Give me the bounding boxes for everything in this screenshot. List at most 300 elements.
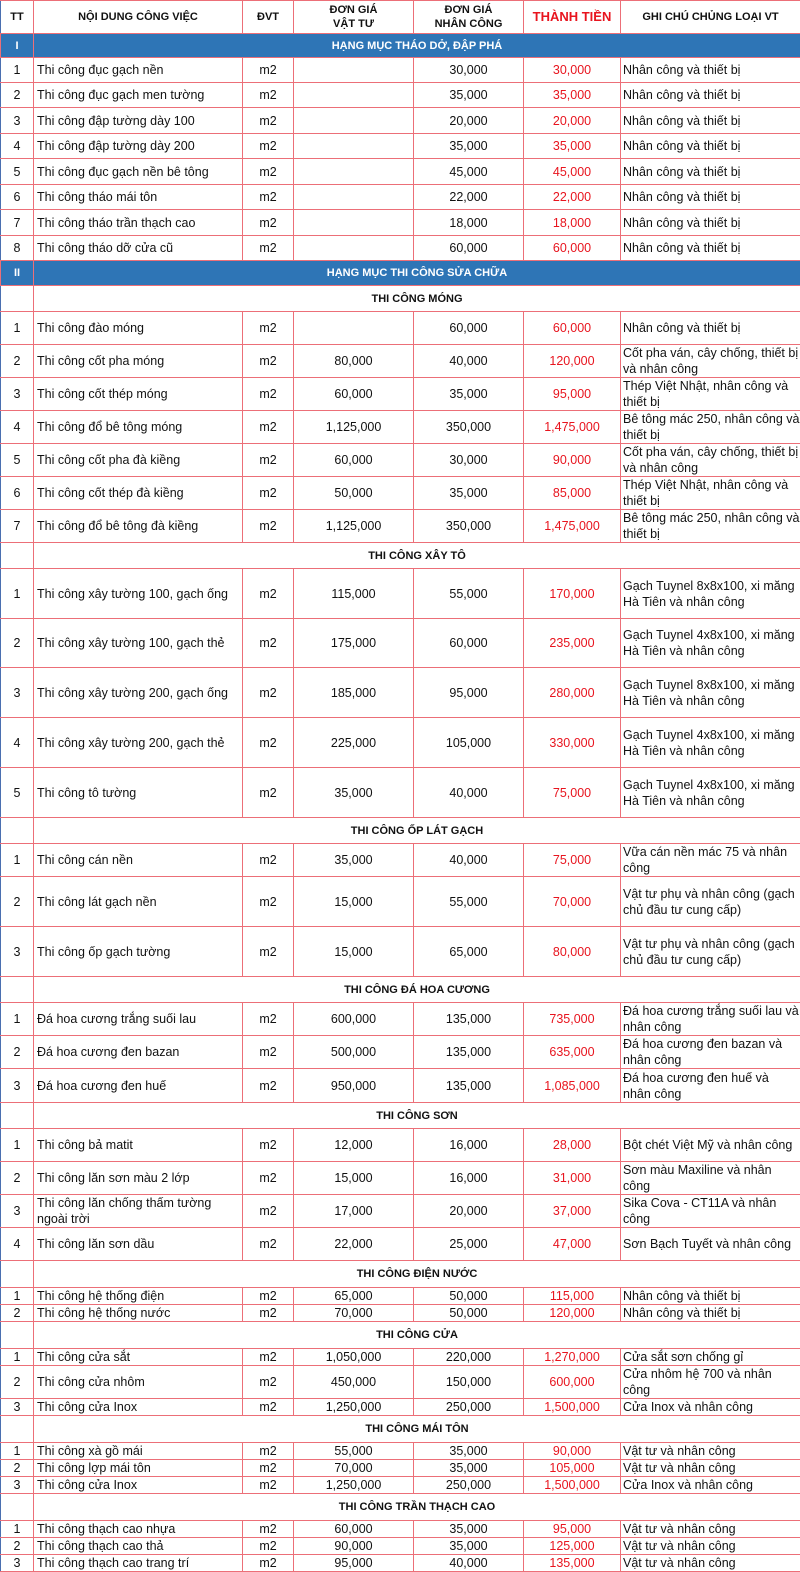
total-price-cell: 95,000	[524, 1521, 621, 1538]
group-header-row	[1, 1322, 800, 1349]
total-price-cell: 90,000	[524, 444, 621, 477]
total-price-cell: 735,000	[524, 1003, 621, 1036]
group-number	[1, 543, 34, 569]
unit-cell: m2	[243, 1036, 294, 1069]
group-title: THI CÔNG TRẦN THẠCH CAO	[34, 1494, 800, 1521]
labor-price-cell: 105,000	[414, 718, 524, 768]
material-note-cell: Đá hoa cương trắng suối lau và nhân công	[621, 1003, 800, 1036]
labor-price-cell: 40,000	[414, 844, 524, 877]
work-item-name: Thi công thạch cao thả	[34, 1538, 243, 1555]
labor-price-cell: 20,000	[414, 108, 524, 134]
labor-price-cell: 95,000	[414, 668, 524, 718]
material-note-cell: Gạch Tuynel 4x8x100, xi măng Hà Tiên và nhân công	[621, 619, 800, 668]
labor-price-cell: 55,000	[414, 877, 524, 927]
unit-cell: m2	[243, 619, 294, 668]
material-price-cell: 60,000	[294, 444, 414, 477]
work-item-name: Thi công đục gạch nền	[34, 58, 243, 83]
group-number	[1, 1103, 34, 1129]
table-row	[1, 1162, 800, 1195]
total-price-cell: 1,475,000	[524, 411, 621, 444]
total-price-cell: 85,000	[524, 477, 621, 510]
table-row	[1, 477, 800, 510]
unit-cell: m2	[243, 927, 294, 977]
group-number	[1, 1494, 34, 1521]
row-number: 3	[1, 378, 34, 411]
group-number	[1, 1322, 34, 1349]
work-item-name: Thi công thạch cao nhựa	[34, 1521, 243, 1538]
group-number	[1, 286, 34, 312]
material-price-cell: 95,000	[294, 1555, 414, 1572]
material-note-cell: Nhân công và thiết bị	[621, 134, 800, 159]
row-number: 4	[1, 134, 34, 159]
material-note-cell: Nhân công và thiết bị	[621, 1288, 800, 1305]
work-item-name: Đá hoa cương đen huế	[34, 1069, 243, 1103]
row-number: 1	[1, 1129, 34, 1162]
total-price-cell: 20,000	[524, 108, 621, 134]
material-note-cell: Vật tư và nhân công	[621, 1555, 800, 1572]
work-item-name: Thi công đổ bê tông đà kiềng	[34, 510, 243, 543]
work-item-name: Thi công cốt thép đà kiềng	[34, 477, 243, 510]
table-row	[1, 1399, 800, 1416]
labor-price-cell: 35,000	[414, 134, 524, 159]
labor-price-cell: 65,000	[414, 927, 524, 977]
unit-cell: m2	[243, 1477, 294, 1494]
total-price-cell: 280,000	[524, 668, 621, 718]
group-number	[1, 1416, 34, 1443]
table-row	[1, 210, 800, 236]
row-number: 2	[1, 83, 34, 108]
labor-price-cell: 55,000	[414, 569, 524, 619]
row-number: 1	[1, 312, 34, 345]
total-price-cell: 60,000	[524, 312, 621, 345]
labor-price-cell: 60,000	[414, 236, 524, 261]
labor-price-cell: 60,000	[414, 312, 524, 345]
section-number: I	[1, 34, 34, 58]
table-row	[1, 312, 800, 345]
work-item-name: Thi công xây tường 100, gạch thẻ	[34, 619, 243, 668]
material-price-cell: 225,000	[294, 718, 414, 768]
row-number: 2	[1, 1036, 34, 1069]
unit-cell: m2	[243, 444, 294, 477]
total-price-cell: 1,085,000	[524, 1069, 621, 1103]
material-price-cell	[294, 210, 414, 236]
table-row	[1, 1003, 800, 1036]
unit-cell: m2	[243, 1521, 294, 1538]
col-header-labor-price-line1: ĐƠN GIÁ	[417, 3, 520, 17]
unit-cell: m2	[243, 1305, 294, 1322]
row-number: 1	[1, 1288, 34, 1305]
table-header-row	[1, 1, 800, 34]
group-header-row	[1, 1261, 800, 1288]
unit-cell: m2	[243, 134, 294, 159]
material-price-cell: 35,000	[294, 844, 414, 877]
material-price-cell: 600,000	[294, 1003, 414, 1036]
labor-price-cell: 350,000	[414, 411, 524, 444]
material-price-cell: 50,000	[294, 477, 414, 510]
unit-cell: m2	[243, 877, 294, 927]
total-price-cell: 47,000	[524, 1228, 621, 1261]
work-item-name: Thi công đập tường dày 100	[34, 108, 243, 134]
labor-price-cell: 40,000	[414, 345, 524, 378]
labor-price-cell: 150,000	[414, 1366, 524, 1399]
material-price-cell: 1,050,000	[294, 1349, 414, 1366]
total-price-cell: 1,475,000	[524, 510, 621, 543]
row-number: 3	[1, 108, 34, 134]
work-item-name: Thi công cán nền	[34, 844, 243, 877]
table-row	[1, 1349, 800, 1366]
work-item-name: Thi công hệ thống điện	[34, 1288, 243, 1305]
material-price-cell: 450,000	[294, 1366, 414, 1399]
unit-cell: m2	[243, 378, 294, 411]
material-note-cell: Gạch Tuynel 4x8x100, xi măng Hà Tiên và nhân công	[621, 768, 800, 818]
unit-cell: m2	[243, 83, 294, 108]
total-price-cell: 235,000	[524, 619, 621, 668]
material-price-cell	[294, 83, 414, 108]
table-row	[1, 877, 800, 927]
unit-cell: m2	[243, 108, 294, 134]
material-price-cell: 15,000	[294, 877, 414, 927]
row-number: 2	[1, 1366, 34, 1399]
col-header-note: GHI CHÚ CHỦNG LOẠI VT	[621, 1, 800, 34]
material-price-cell: 115,000	[294, 569, 414, 619]
unit-cell: m2	[243, 58, 294, 83]
work-item-name: Đá hoa cương trắng suối lau	[34, 1003, 243, 1036]
group-header-row	[1, 1103, 800, 1129]
work-item-name: Thi công hệ thống nước	[34, 1305, 243, 1322]
row-number: 8	[1, 236, 34, 261]
material-note-cell: Vật tư và nhân công	[621, 1521, 800, 1538]
labor-price-cell: 18,000	[414, 210, 524, 236]
total-price-cell: 1,270,000	[524, 1349, 621, 1366]
material-price-cell	[294, 134, 414, 159]
material-note-cell: Bê tông mác 250, nhân công và thiết bị	[621, 411, 800, 444]
unit-cell: m2	[243, 768, 294, 818]
unit-cell: m2	[243, 1366, 294, 1399]
table-row	[1, 444, 800, 477]
unit-cell: m2	[243, 569, 294, 619]
unit-cell: m2	[243, 1162, 294, 1195]
row-number: 5	[1, 444, 34, 477]
table-row	[1, 1036, 800, 1069]
section-title: HẠNG MỤC THÁO DỞ, ĐẬP PHÁ	[34, 34, 800, 58]
col-header-material-price-line2: VẬT TƯ	[297, 17, 410, 31]
material-price-cell: 70,000	[294, 1305, 414, 1322]
row-number: 2	[1, 619, 34, 668]
material-note-cell: Nhân công và thiết bị	[621, 58, 800, 83]
material-note-cell: Nhân công và thiết bị	[621, 159, 800, 185]
table-row	[1, 236, 800, 261]
row-number: 2	[1, 1305, 34, 1322]
row-number: 3	[1, 1195, 34, 1228]
labor-price-cell: 35,000	[414, 378, 524, 411]
group-header-row	[1, 1494, 800, 1521]
col-header-content: NỘI DUNG CÔNG VIỆC	[34, 1, 243, 34]
material-price-cell: 1,250,000	[294, 1399, 414, 1416]
unit-cell: m2	[243, 1443, 294, 1460]
work-item-name: Thi công đổ bê tông móng	[34, 411, 243, 444]
row-number: 4	[1, 411, 34, 444]
material-price-cell: 65,000	[294, 1288, 414, 1305]
work-item-name: Thi công xây tường 200, gạch ống	[34, 668, 243, 718]
row-number: 7	[1, 510, 34, 543]
work-item-name: Thi công cốt thép móng	[34, 378, 243, 411]
total-price-cell: 22,000	[524, 185, 621, 210]
labor-price-cell: 50,000	[414, 1288, 524, 1305]
total-price-cell: 45,000	[524, 159, 621, 185]
material-note-cell: Vật tư và nhân công	[621, 1538, 800, 1555]
material-note-cell: Nhân công và thiết bị	[621, 83, 800, 108]
material-note-cell: Vật tư phụ và nhân công (gạch chủ đầu tư cung cấp)	[621, 877, 800, 927]
material-note-cell: Nhân công và thiết bị	[621, 185, 800, 210]
material-note-cell: Cốt pha ván, cây chống, thiết bị và nhân công	[621, 444, 800, 477]
material-price-cell: 185,000	[294, 668, 414, 718]
material-note-cell: Nhân công và thiết bị	[621, 312, 800, 345]
group-title: THI CÔNG MÓNG	[34, 286, 800, 312]
work-item-name: Đá hoa cương đen bazan	[34, 1036, 243, 1069]
material-note-cell: Nhân công và thiết bị	[621, 108, 800, 134]
table-row	[1, 58, 800, 83]
total-price-cell: 120,000	[524, 1305, 621, 1322]
total-price-cell: 635,000	[524, 1036, 621, 1069]
group-title: THI CÔNG MÁI TÔN	[34, 1416, 800, 1443]
table-row	[1, 1288, 800, 1305]
total-price-cell: 120,000	[524, 345, 621, 378]
labor-price-cell: 30,000	[414, 444, 524, 477]
material-note-cell: Thép Việt Nhật, nhân công và thiết bị	[621, 378, 800, 411]
section-number: II	[1, 261, 34, 286]
row-number: 2	[1, 345, 34, 378]
row-number: 1	[1, 1443, 34, 1460]
row-number: 1	[1, 1003, 34, 1036]
table-row	[1, 378, 800, 411]
table-row	[1, 159, 800, 185]
work-item-name: Thi công ốp gạch tường	[34, 927, 243, 977]
labor-price-cell: 25,000	[414, 1228, 524, 1261]
work-item-name: Thi công tô tường	[34, 768, 243, 818]
unit-cell: m2	[243, 1399, 294, 1416]
total-price-cell: 90,000	[524, 1443, 621, 1460]
table-row	[1, 1521, 800, 1538]
material-note-cell: Thép Việt Nhật, nhân công và thiết bị	[621, 477, 800, 510]
material-price-cell: 35,000	[294, 768, 414, 818]
row-number: 3	[1, 927, 34, 977]
table-row	[1, 844, 800, 877]
material-price-cell: 12,000	[294, 1129, 414, 1162]
labor-price-cell: 35,000	[414, 1521, 524, 1538]
total-price-cell: 80,000	[524, 927, 621, 977]
unit-cell: m2	[243, 411, 294, 444]
work-item-name: Thi công cửa Inox	[34, 1399, 243, 1416]
table-row	[1, 619, 800, 668]
total-price-cell: 18,000	[524, 210, 621, 236]
labor-price-cell: 50,000	[414, 1305, 524, 1322]
table-row	[1, 1555, 800, 1572]
labor-price-cell: 35,000	[414, 1443, 524, 1460]
unit-cell: m2	[243, 1288, 294, 1305]
row-number: 3	[1, 1399, 34, 1416]
material-price-cell: 80,000	[294, 345, 414, 378]
work-item-name: Thi công đục gạch nền bê tông	[34, 159, 243, 185]
row-number: 2	[1, 1538, 34, 1555]
material-note-cell: Vật tư phụ và nhân công (gạch chủ đầu tư cung cấp)	[621, 927, 800, 977]
labor-price-cell: 135,000	[414, 1069, 524, 1103]
table-row	[1, 718, 800, 768]
labor-price-cell: 250,000	[414, 1399, 524, 1416]
material-note-cell: Vật tư và nhân công	[621, 1443, 800, 1460]
work-item-name: Thi công xây tường 200, gạch thẻ	[34, 718, 243, 768]
material-note-cell: Đá hoa cương đen bazan và nhân công	[621, 1036, 800, 1069]
col-header-unit: ĐVT	[243, 1, 294, 34]
material-note-cell: Bột chét Việt Mỹ và nhân công	[621, 1129, 800, 1162]
row-number: 1	[1, 1521, 34, 1538]
total-price-cell: 125,000	[524, 1538, 621, 1555]
total-price-cell: 1,500,000	[524, 1477, 621, 1494]
unit-cell: m2	[243, 477, 294, 510]
table-row	[1, 1305, 800, 1322]
unit-cell: m2	[243, 159, 294, 185]
labor-price-cell: 35,000	[414, 1538, 524, 1555]
group-title: THI CÔNG SƠN	[34, 1103, 800, 1129]
total-price-cell: 95,000	[524, 378, 621, 411]
section-header-row	[1, 261, 800, 286]
material-price-cell: 1,250,000	[294, 1477, 414, 1494]
labor-price-cell: 135,000	[414, 1036, 524, 1069]
material-note-cell: Bê tông mác 250, nhân công và thiết bị	[621, 510, 800, 543]
group-title: THI CÔNG XÂY TÔ	[34, 543, 800, 569]
unit-cell: m2	[243, 1460, 294, 1477]
work-item-name: Thi công cốt pha móng	[34, 345, 243, 378]
table-row	[1, 345, 800, 378]
work-item-name: Thi công xây tường 100, gạch ống	[34, 569, 243, 619]
row-number: 1	[1, 58, 34, 83]
labor-price-cell: 250,000	[414, 1477, 524, 1494]
table-row	[1, 1195, 800, 1228]
material-price-cell: 175,000	[294, 619, 414, 668]
unit-cell: m2	[243, 1069, 294, 1103]
total-price-cell: 37,000	[524, 1195, 621, 1228]
total-price-cell: 75,000	[524, 844, 621, 877]
material-price-cell: 15,000	[294, 1162, 414, 1195]
row-number: 1	[1, 844, 34, 877]
material-price-cell: 1,125,000	[294, 411, 414, 444]
group-header-row	[1, 286, 800, 312]
group-header-row	[1, 977, 800, 1003]
labor-price-cell: 16,000	[414, 1162, 524, 1195]
material-note-cell: Nhân công và thiết bị	[621, 210, 800, 236]
table-row	[1, 1228, 800, 1261]
unit-cell: m2	[243, 236, 294, 261]
work-item-name: Thi công lát gạch nền	[34, 877, 243, 927]
total-price-cell: 115,000	[524, 1288, 621, 1305]
labor-price-cell: 30,000	[414, 58, 524, 83]
group-title: THI CÔNG ĐIỆN NƯỚC	[34, 1261, 800, 1288]
row-number: 5	[1, 768, 34, 818]
work-item-name: Thi công xà gồ mái	[34, 1443, 243, 1460]
labor-price-cell: 35,000	[414, 477, 524, 510]
unit-cell: m2	[243, 668, 294, 718]
work-item-name: Thi công tháo mái tôn	[34, 185, 243, 210]
table-row	[1, 1477, 800, 1494]
row-number: 3	[1, 1555, 34, 1572]
work-item-name: Thi công đập tường dày 200	[34, 134, 243, 159]
material-price-cell: 55,000	[294, 1443, 414, 1460]
material-note-cell: Cửa nhôm hệ 700 và nhân công	[621, 1366, 800, 1399]
table-row	[1, 108, 800, 134]
col-header-tt: TT	[1, 1, 34, 34]
total-price-cell: 28,000	[524, 1129, 621, 1162]
row-number: 4	[1, 1228, 34, 1261]
work-item-name: Thi công lăn sơn màu 2 lớp	[34, 1162, 243, 1195]
work-item-name: Thi công bả matit	[34, 1129, 243, 1162]
row-number: 2	[1, 877, 34, 927]
labor-price-cell: 40,000	[414, 1555, 524, 1572]
material-note-cell: Gạch Tuynel 8x8x100, xi măng Hà Tiên và nhân công	[621, 668, 800, 718]
material-price-cell: 60,000	[294, 378, 414, 411]
material-price-cell: 1,125,000	[294, 510, 414, 543]
labor-price-cell: 16,000	[414, 1129, 524, 1162]
material-note-cell: Gạch Tuynel 8x8x100, xi măng Hà Tiên và nhân công	[621, 569, 800, 619]
row-number: 6	[1, 477, 34, 510]
material-price-cell: 70,000	[294, 1460, 414, 1477]
group-number	[1, 977, 34, 1003]
material-price-cell	[294, 312, 414, 345]
material-price-cell: 22,000	[294, 1228, 414, 1261]
row-number: 5	[1, 159, 34, 185]
unit-cell: m2	[243, 510, 294, 543]
row-number: 4	[1, 718, 34, 768]
labor-price-cell: 40,000	[414, 768, 524, 818]
material-note-cell: Sika Cova - CT11A và nhân công	[621, 1195, 800, 1228]
row-number: 6	[1, 185, 34, 210]
material-note-cell: Đá hoa cương đen huế và nhân công	[621, 1069, 800, 1103]
group-header-row	[1, 543, 800, 569]
col-header-labor-price	[414, 1, 524, 34]
labor-price-cell: 20,000	[414, 1195, 524, 1228]
table-row	[1, 1460, 800, 1477]
unit-cell: m2	[243, 844, 294, 877]
table-row	[1, 1538, 800, 1555]
work-item-name: Thi công cửa nhôm	[34, 1366, 243, 1399]
labor-price-cell: 22,000	[414, 185, 524, 210]
group-title: THI CÔNG ĐÁ HOA CƯƠNG	[34, 977, 800, 1003]
unit-cell: m2	[243, 1129, 294, 1162]
labor-price-cell: 35,000	[414, 1460, 524, 1477]
material-note-cell: Gạch Tuynel 4x8x100, xi măng Hà Tiên và nhân công	[621, 718, 800, 768]
material-price-cell	[294, 108, 414, 134]
row-number: 2	[1, 1162, 34, 1195]
row-number: 3	[1, 668, 34, 718]
col-header-material-price	[294, 1, 414, 34]
total-price-cell: 35,000	[524, 134, 621, 159]
material-price-cell: 90,000	[294, 1538, 414, 1555]
total-price-cell: 30,000	[524, 58, 621, 83]
material-price-cell	[294, 58, 414, 83]
table-row	[1, 569, 800, 619]
material-price-cell	[294, 159, 414, 185]
table-row	[1, 83, 800, 108]
labor-price-cell: 135,000	[414, 1003, 524, 1036]
table-row	[1, 134, 800, 159]
labor-price-cell: 45,000	[414, 159, 524, 185]
table-row	[1, 1443, 800, 1460]
table-row	[1, 1366, 800, 1399]
total-price-cell: 330,000	[524, 718, 621, 768]
material-note-cell: Cửa Inox và nhân công	[621, 1477, 800, 1494]
work-item-name: Thi công lăn chống thấm tường ngoài trời	[34, 1195, 243, 1228]
table-row	[1, 1069, 800, 1103]
material-note-cell: Nhân công và thiết bị	[621, 1305, 800, 1322]
unit-cell: m2	[243, 312, 294, 345]
